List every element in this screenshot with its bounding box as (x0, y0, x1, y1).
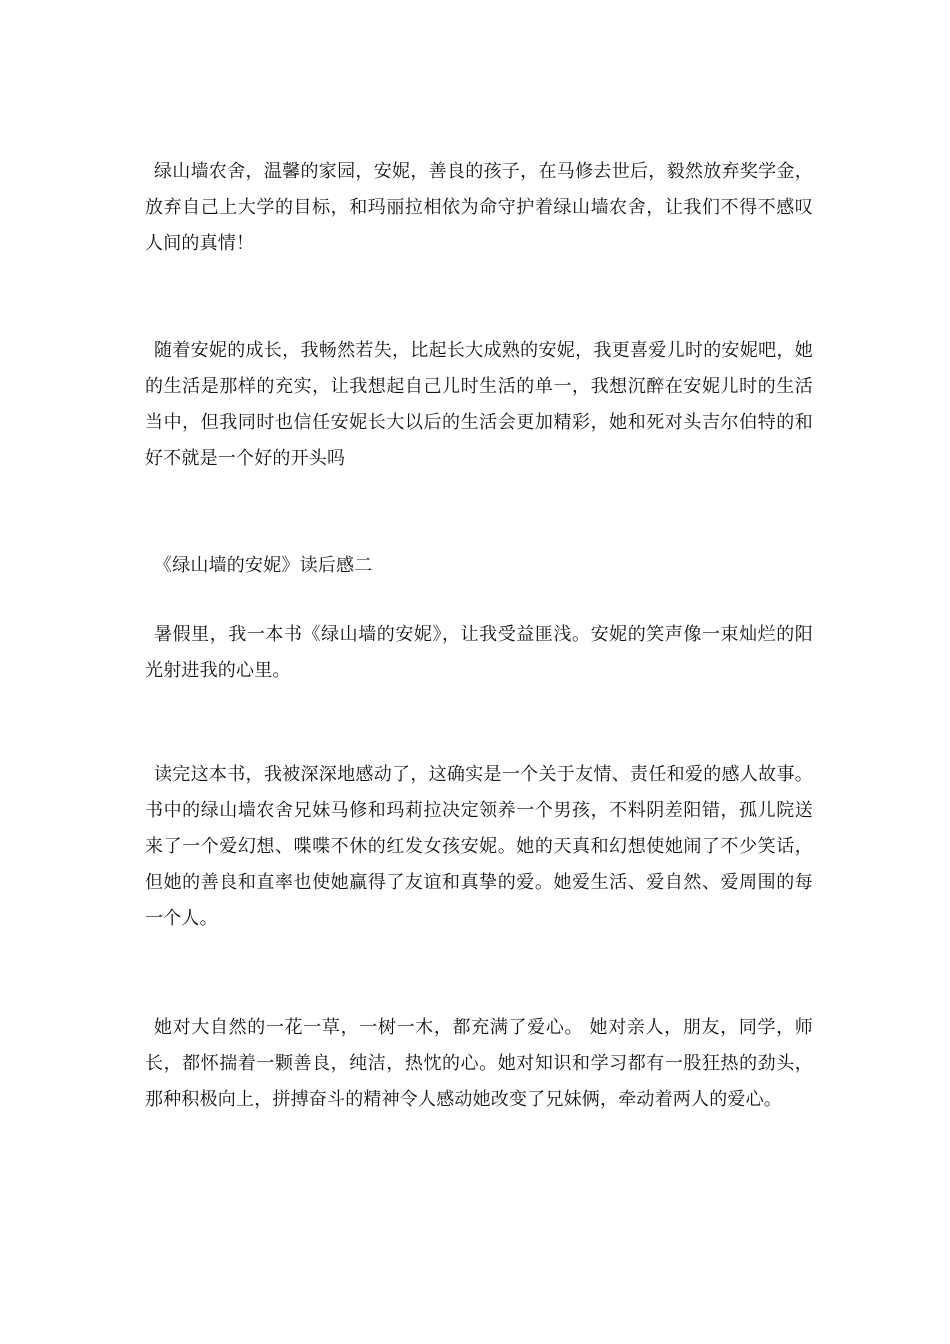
section-heading: 《绿山墙的安妮》读后感二 (154, 555, 373, 576)
paragraph-2: 随着安妮的成长，我畅然若失，比起长大成熟的安妮，我更喜爱儿时的安妮吧，她的生活是那样的充实，让我想起自己儿时生活的单一，我想沉醉在安妮儿时的生活当中，但我同时也信任安妮长大以后的生活会更加精彩，她和死对头吉尔伯特的和好不就是一个好的开头吗 (145, 340, 813, 469)
paragraph-4: 读完这本书，我被深深地感动了，这确实是一个关于友情、责任和爱的感人故事。书中的绿山墙农舍兄妹马修和玛莉拉决定领养一个男孩，不料阴差阳错，孤儿院送来了一个爱幻想、喋喋不休的红发女孩安妮。她的天真和幻想使她闹了不少笑话，但她的善良和直率也使她赢得了友谊和真挚的爱。她爱生活、爱自然、爱周围的每一个人。 (145, 764, 813, 929)
paragraph-5: 她对大自然的一花一草，一树一木，都充满了爱心。 她对亲人，朋友，同学，师长，都怀揣着一颗善良，纯洁，热忱的心。她对知识和学习都有一股狂热的劲头，那种积极向上，拼搏奋斗的精神令人感动她改变了兄妹俩，牵动着两人的爱心。 (145, 1017, 813, 1110)
paragraph-1: 绿山墙农舍，温馨的家园，安妮，善良的孩子，在马修去世后，毅然放弃奖学金，放弃自己上大学的目标，和玛丽拉相依为命守护着绿山墙农舍，让我们不得不感叹人间的真情！ (145, 161, 813, 254)
paragraph-3: 暑假里，我一本书《绿山墙的安妮》，让我受益匪浅。安妮的笑声像一束灿烂的阳光射进我的心里。 (145, 624, 813, 681)
